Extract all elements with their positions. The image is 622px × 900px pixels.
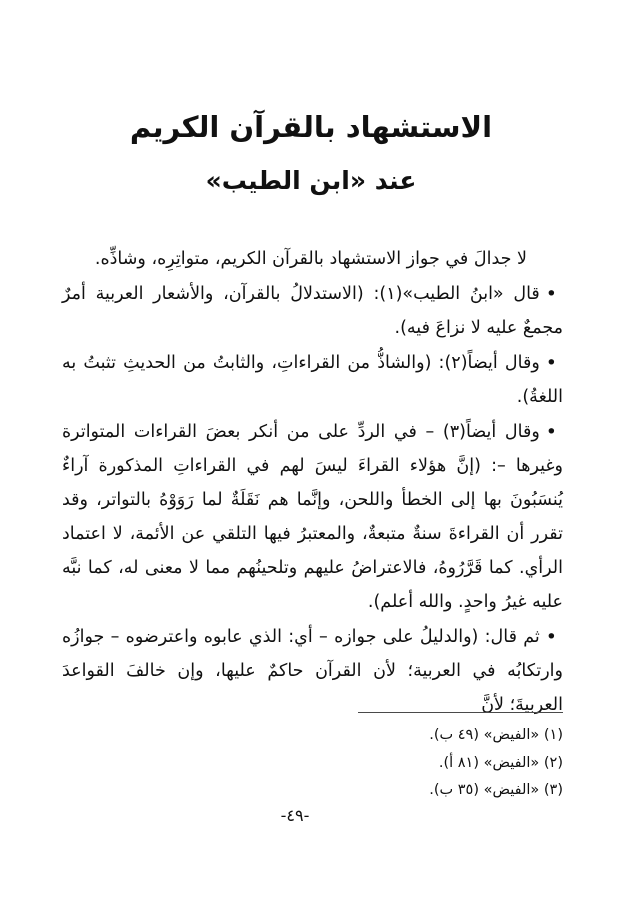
paragraph-text: ثم قال: (والدليلُ على جوازه – أي: الذي عابوه واعترضوه – جوازُه وارتكابُه في العربية؛ لأن القرآن حاكمٌ عليها، وإن خالفَ القواعدَ العربيةَ؛ لأنَّ bbox=[62, 627, 563, 715]
footnote-3: (٣) «الفيض» (٣٥ ب). bbox=[429, 782, 563, 798]
paragraph-text: وقال أيضاً(٢): (والشاذُّ من القراءاتِ، والثابتُ من الحديثِ تثبتُ به اللغةُ). bbox=[62, 353, 563, 407]
paragraph-intro bbox=[62, 242, 563, 276]
bullet-icon: • bbox=[545, 352, 557, 374]
paragraph-text: وقال أيضاً(٣) – في الردِّ على من أنكر بعضَ القراءات المتواترة وغيرها –: (إنَّ هؤلاء القراءَ ليسَ لهم في القراءاتِ المذكورة آراءٌ يُنسَبُونَ بها إلى الخطأ واللحن، وإنَّما هم نَقَلَةٌ لما رَوَوْهُ بالتواتر، وقد تقرر أن القراءةَ سنةٌ متبعةٌ، والمعتبرُ فيها التلقي عن الأئمة، لا اعتماد الرأي. كما قَرَّرُوهُ، فالاعتراضُ عليهم وتلحينُهم مما لا معنى له، كما نبَّه عليه غيرُ واحدٍ. والله أعلم). bbox=[62, 422, 563, 612]
bullet-icon: • bbox=[545, 421, 557, 443]
paragraph-quote-3 bbox=[62, 414, 563, 619]
footnote-separator bbox=[358, 712, 563, 713]
paragraph-quote-2 bbox=[62, 345, 563, 414]
paragraph-text: قال «ابنُ الطيب»(١): (الاستدلالُ بالقرآن، والأشعار العربية أمرٌ مجمعٌ عليه لا نزاعَ فيه). bbox=[62, 284, 563, 338]
page-number: -٤٩- bbox=[280, 806, 310, 825]
chapter-title bbox=[0, 110, 622, 195]
footnotes-section bbox=[243, 712, 563, 805]
paragraph-quote-1 bbox=[62, 276, 563, 345]
title-line-1: الاستشهاد بالقرآن الكريم bbox=[129, 110, 493, 144]
paragraph-text: لا جدالَ في جواز الاستشهاد بالقرآن الكريم، متواتِرِه، وشاذِّه. bbox=[94, 249, 527, 269]
title-line-2: عند «ابن الطيب» bbox=[205, 166, 417, 195]
footnote-1: (١) «الفيض» (٤٩ ب). bbox=[429, 727, 563, 743]
paragraph-quote-4 bbox=[62, 619, 563, 722]
bullet-icon: • bbox=[545, 283, 557, 305]
body-text bbox=[62, 242, 563, 722]
bullet-icon: • bbox=[545, 626, 557, 648]
footnote-2: (٢) «الفيض» (٨١ أ). bbox=[438, 754, 563, 771]
